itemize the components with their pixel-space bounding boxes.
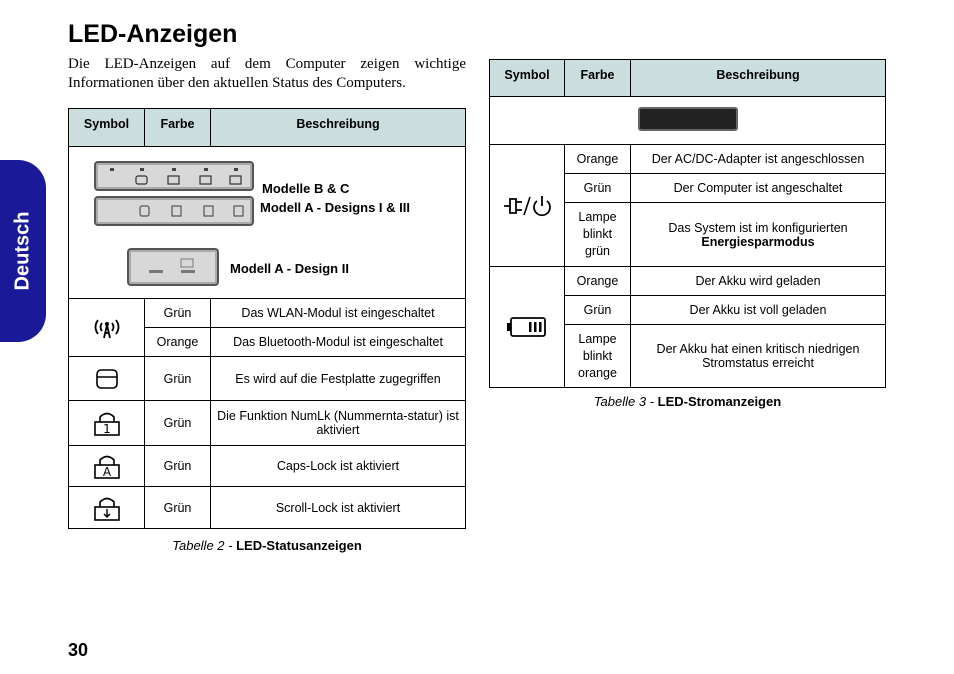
color-cell: Grün	[145, 487, 211, 529]
color-cell: Grün	[565, 174, 631, 203]
color-cell: Orange	[565, 267, 631, 296]
header-color: Farbe	[565, 60, 631, 97]
page-title: LED-Anzeigen	[68, 20, 238, 48]
color-cell: Grün	[145, 357, 211, 401]
intro-paragraph: Die LED-Anzeigen auf dem Computer zeigen wichtige Informationen über den aktuellen Status des Computers.	[68, 56, 466, 91]
header-symbol: Symbol	[490, 60, 565, 97]
caption-title: LED-Stromanzeigen	[657, 394, 782, 409]
color-cell: Orange	[145, 328, 211, 357]
caption-title: LED-Statusanzeigen	[236, 538, 362, 553]
description-bold-text: Energiesparmodus	[701, 234, 815, 249]
capslock-icon	[69, 446, 145, 487]
model-label-bc: Modelle B & C	[262, 181, 350, 196]
description-text: Das System ist im konfigurierten	[668, 220, 848, 235]
numlock-icon	[69, 401, 145, 446]
description-cell	[631, 203, 886, 267]
description-cell: Caps-Lock ist aktiviert	[211, 446, 466, 487]
hdd-icon	[69, 357, 145, 401]
description-cell: Der Computer ist angeschaltet	[631, 174, 886, 203]
header-description: Beschreibung	[631, 60, 886, 97]
model-label-a-1-3: Modell A - Designs I & III	[260, 200, 410, 215]
wlan-icon	[69, 299, 145, 357]
table2-caption	[68, 538, 466, 553]
table-row	[490, 145, 886, 174]
description-cell: Es wird auf die Festplatte zugegriffen	[211, 357, 466, 401]
power-plug-icon	[490, 145, 565, 267]
header-symbol: Symbol	[69, 109, 145, 147]
led-panel-model-a-designs-1-3	[94, 196, 254, 226]
caption-prefix: Tabelle 2 -	[172, 538, 237, 553]
color-cell: Grün	[145, 446, 211, 487]
page-number: 30	[68, 640, 89, 660]
table3-caption	[489, 394, 886, 409]
description-cell: Scroll-Lock ist aktiviert	[211, 487, 466, 529]
language-tab-label: Deutsch	[11, 211, 34, 291]
color-cell: Grün	[565, 296, 631, 325]
header-description: Beschreibung	[211, 109, 466, 147]
svg-text:1: 1	[102, 422, 111, 436]
color-cell: Grün	[145, 299, 211, 328]
description-cell: Das Bluetooth-Modul ist eingeschaltet	[211, 328, 466, 357]
description-cell: Der Akku wird geladen	[631, 267, 886, 296]
color-cell: Orange	[565, 145, 631, 174]
led-panel-models-bc	[94, 161, 254, 191]
model-label-a-2: Modell A - Design II	[230, 261, 349, 276]
description-cell: Der Akku hat einen kritisch niedrigen Stromstatus erreicht	[631, 325, 886, 388]
color-cell: Grün	[145, 401, 211, 446]
header-color: Farbe	[145, 109, 211, 147]
description-cell: Die Funktion NumLk (Nummernta-statur) ist aktiviert	[211, 401, 466, 446]
table-row	[69, 357, 466, 401]
battery-icon	[490, 267, 565, 388]
description-cell: Das WLAN-Modul ist eingeschaltet	[211, 299, 466, 328]
svg-text:A: A	[102, 465, 111, 479]
table-row	[69, 487, 466, 529]
power-led-panel-image	[638, 107, 738, 131]
color-cell: Lampe blinkt orange	[565, 325, 631, 388]
scrolllock-icon	[69, 487, 145, 529]
color-cell: Lampe blinkt grün	[565, 203, 631, 267]
language-tab[interactable]	[0, 160, 46, 342]
table-row	[69, 299, 466, 328]
table-row	[69, 401, 466, 446]
caption-prefix: Tabelle 3 -	[593, 394, 658, 409]
power-led-table	[489, 59, 886, 388]
description-cell: Der Akku ist voll geladen	[631, 296, 886, 325]
power-panel-cell	[490, 97, 886, 145]
description-cell: Der AC/DC-Adapter ist angeschlossen	[631, 145, 886, 174]
table-row	[490, 267, 886, 296]
led-panel-model-a-design-2	[127, 248, 219, 286]
table-row	[69, 446, 466, 487]
